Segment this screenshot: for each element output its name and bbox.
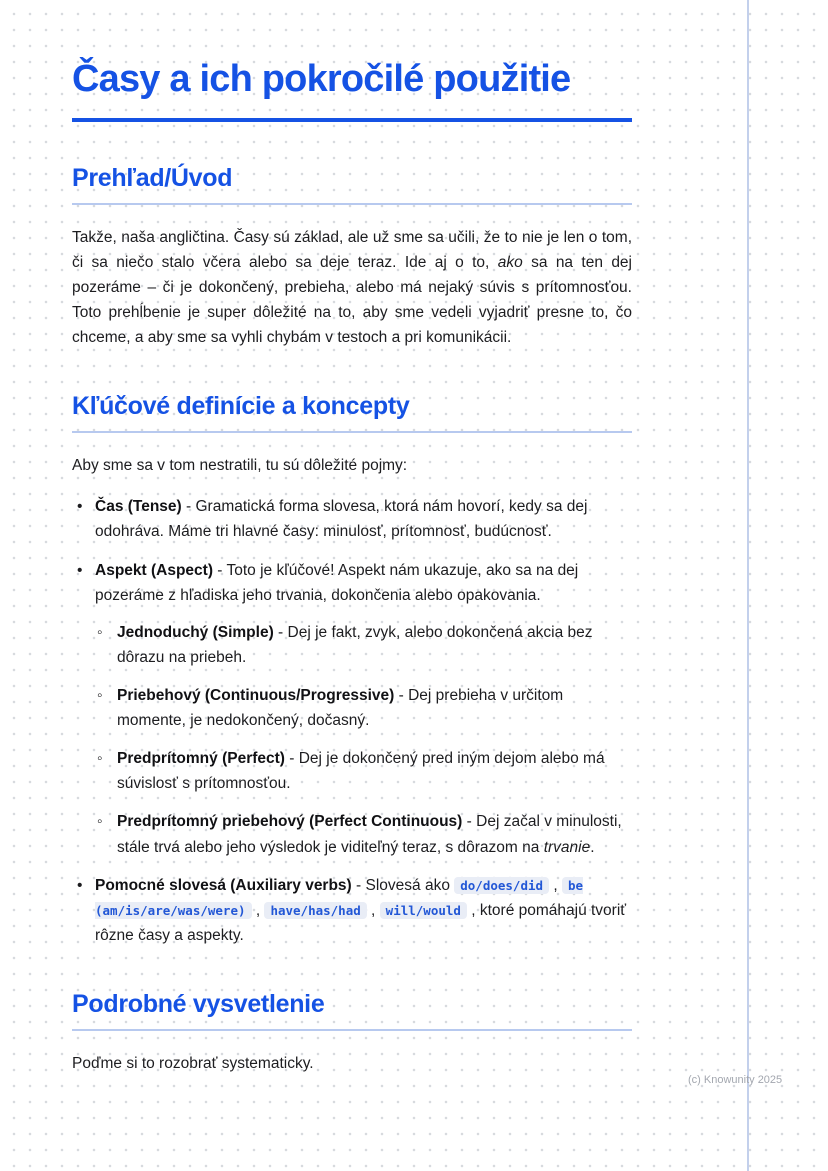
inline-code-chip: have/has/had bbox=[264, 902, 366, 919]
text-run: - Dej začal v minulosti, stále trvá alebo jeho výsledok je viditeľný teraz, s dôrazom na bbox=[117, 813, 622, 856]
text-run: sa na ten dej pozeráme – či je dokončený, prebieha, alebo má nejaký súvis s prítomnosťou. Toto prehĺbenie je super dôležité na to, aby sme vedeli vyjadriť presne to, čo chceme, a aby sme sa vyhli chybám v testoch a pri komunikácii. bbox=[72, 253, 633, 347]
text-run: . bbox=[590, 838, 595, 856]
section-detail bbox=[72, 990, 632, 1076]
text-run: - Dej je fakt, zvyk, alebo dokončená akcia bez dôrazu na priebeh. bbox=[117, 623, 593, 666]
term-label: Predprítomný priebehový (Perfect Continuous) bbox=[117, 813, 463, 831]
definitions-lead-paragraph: Aby sme sa v tom nestratili, tu sú dôležité pojmy: bbox=[72, 457, 408, 475]
text-run: , bbox=[366, 901, 380, 919]
section-intro bbox=[72, 164, 632, 351]
term-label: Aspekt (Aspect) bbox=[95, 561, 213, 579]
term-label: Jednoduchý (Simple) bbox=[117, 623, 274, 641]
section-definitions bbox=[72, 392, 632, 948]
list-item-continuous bbox=[95, 683, 632, 733]
page-title: Časy a ich pokročilé použitie bbox=[72, 58, 571, 100]
term-label: Predprítomný (Perfect) bbox=[117, 750, 285, 768]
list-item-perfect-continuous bbox=[95, 809, 632, 859]
text-run: - Slovesá ako bbox=[351, 876, 455, 894]
text-run: , bbox=[549, 876, 562, 894]
term-label: Priebehový (Continuous/Progressive) bbox=[117, 687, 395, 704]
notebook-margin-line bbox=[747, 0, 749, 1171]
detail-paragraph: Poďme si to rozobrať systematicky. bbox=[72, 1054, 314, 1072]
text-run: - Dej je dokončený pred iným dejom alebo má súvislosť s prítomnosťou. bbox=[117, 750, 605, 793]
section-heading-detail: Podrobné vysvetlenie bbox=[72, 990, 632, 1031]
list-item-auxiliary-verbs bbox=[72, 873, 632, 948]
section-heading-intro: Prehľad/Úvod bbox=[72, 164, 632, 205]
text-run: - Gramatická forma slovesa, ktorá nám hovorí, kedy sa dej odohráva. Máme tri hlavné časy: minulosť, prítomnosť, budúcnosť. bbox=[95, 498, 588, 541]
aspect-sub-list bbox=[95, 620, 632, 860]
document-content bbox=[72, 58, 632, 1076]
definitions-list bbox=[72, 494, 632, 948]
term-label: Čas (Tense) bbox=[95, 498, 182, 516]
footer-credit: (c) Knowunity 2025 bbox=[688, 1074, 783, 1086]
text-run: - Toto je kľúčové! Aspekt nám ukazuje, ako sa na dej pozeráme z hľadiska jeho trvania, dokončenia alebo opakovania. bbox=[95, 561, 579, 604]
inline-code-chip: be (am/is/are/was/were) bbox=[95, 877, 584, 918]
intro-paragraph bbox=[72, 225, 632, 351]
text-run: , bbox=[251, 901, 265, 919]
list-item-simple bbox=[95, 620, 632, 670]
text-run: , ktoré pomáhajú tvoriť rôzne časy a aspekty. bbox=[95, 901, 627, 944]
list-item-aspect bbox=[72, 558, 632, 860]
inline-code-chip: do/does/did bbox=[454, 877, 549, 894]
section-heading-definitions: Kľúčové definície a koncepty bbox=[72, 392, 632, 433]
text-run: Takže, naša angličtina. Časy sú základ, ale už sme sa učili, že to nie je len o tom, či sa niečo stalo včera alebo sa deje teraz. Ide aj o to, bbox=[72, 228, 632, 271]
italic-run: trvanie bbox=[543, 838, 591, 856]
italic-run: ako bbox=[497, 253, 523, 271]
list-item-tense bbox=[72, 494, 632, 544]
inline-code-chip: will/would bbox=[380, 902, 467, 919]
title-rule bbox=[72, 118, 632, 122]
list-item-perfect bbox=[95, 746, 632, 796]
text-run: - Dej prebieha v určitom momente, je nedokončený, dočasný. bbox=[117, 687, 564, 730]
term-label: Pomocné slovesá (Auxiliary verbs) bbox=[95, 876, 352, 894]
